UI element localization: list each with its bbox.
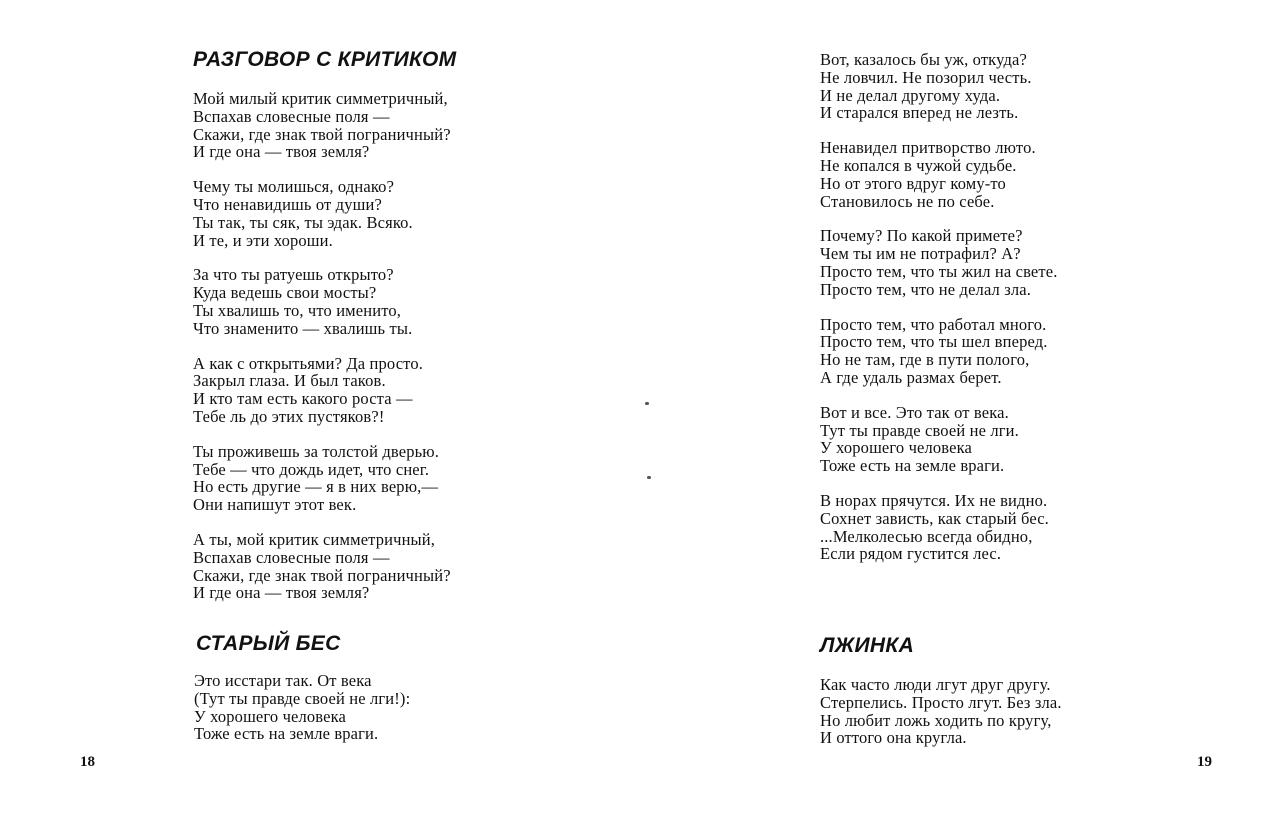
poem-line: Что ненавидишь от души?: [193, 194, 382, 214]
poem-line: Тут ты правде своей не лги.: [820, 420, 1019, 440]
poem-line: А как с открытьями? Да просто.: [193, 353, 423, 373]
poem-line: Стерпелись. Просто лгут. Без зла.: [820, 692, 1062, 712]
poem-line: Вот, казалось бы уж, откуда?: [820, 50, 1027, 69]
poem-line: Ты проживешь за толстой дверью.: [193, 441, 440, 461]
poem-line: (Тут ты правде своей не лги!):: [194, 688, 411, 708]
poem-line: Тоже есть на земле враги.: [820, 456, 1005, 476]
poem-body: [820, 676, 1062, 764]
poem-line: И кто там есть какого роста —: [193, 389, 413, 409]
stanza: [193, 266, 451, 337]
page-number: 18: [80, 754, 95, 770]
poem-line: Они напишут этот век.: [193, 495, 357, 515]
poem-line: Куда ведешь свои мосты?: [193, 283, 377, 303]
poem-line: И не делал другому худа.: [820, 85, 1001, 105]
poem-line: Чему ты молишься, однако?: [193, 177, 395, 197]
poem-line: У хорошего человека: [820, 438, 973, 458]
stanza: [820, 492, 1058, 563]
poem-line: А где удаль размах берет.: [820, 367, 1002, 387]
stanza: [193, 443, 451, 514]
poem-line: Становилось не по себе.: [820, 191, 995, 211]
poem-line: Мой милый критик симметричный,: [193, 89, 448, 108]
poem-line: Закрыл глаза. И был таков.: [193, 371, 386, 391]
poem-line: Скажи, где знак твой пограничный?: [193, 124, 451, 144]
page-number: 19: [1197, 754, 1212, 770]
poem-line: Чем ты им не потрафил? А?: [820, 244, 1021, 264]
poem-line: Просто тем, что ты шел вперед.: [820, 332, 1048, 352]
poem-line: Не копался в чужой судьбе.: [820, 155, 1017, 175]
stanza: [820, 51, 1058, 122]
poem-line: И старался вперед не лезть.: [820, 103, 1019, 123]
poem-line: В норах прячутся. Их не видно.: [820, 490, 1048, 510]
poem-line: За что ты ратуешь открыто?: [193, 265, 394, 285]
stanza: [820, 404, 1058, 475]
poem-line: Но любит ложь ходить по кругу,: [820, 710, 1052, 730]
poem-line: Ненавидел притворство люто.: [820, 138, 1036, 158]
right-page: [640, 0, 1280, 819]
poem-line: Почему? По какой примете?: [820, 226, 1023, 246]
poem-line: ...Мелколесью всегда обидно,: [820, 526, 1033, 546]
poem-line: Но есть другие — я в них верю,—: [193, 477, 439, 497]
poem-line: Но не там, где в пути полого,: [820, 350, 1030, 370]
poem-line: Что знаменито — хвалишь ты.: [193, 318, 413, 338]
poem-line: Просто тем, что ты жил на свете.: [820, 261, 1058, 281]
stanza: [820, 227, 1058, 298]
poem-line: И где она — твоя земля?: [193, 583, 370, 603]
stanza: [820, 316, 1058, 387]
poem-line: Вспахав словесные поля —: [193, 106, 390, 126]
poem-title: ЛЖИНКА: [820, 634, 915, 657]
poem-line: Ты так, ты сяк, ты эдак. Всяко.: [193, 212, 413, 232]
print-speck: [647, 476, 651, 479]
stanza: [193, 90, 451, 161]
poem-line: Сохнет зависть, как старый бес.: [820, 508, 1049, 528]
stanza: [820, 676, 1062, 747]
poem-line: Просто тем, что не делал зла.: [820, 279, 1032, 299]
stanza: [194, 672, 410, 743]
stanza: [193, 531, 451, 602]
poem-line: И те, и эти хороши.: [193, 230, 333, 250]
poem-line: Вспахав словесные поля —: [193, 547, 390, 567]
poem-line: Ты хвалишь то, что именито,: [193, 300, 402, 320]
stanza: [820, 139, 1058, 210]
poem-body: [193, 90, 451, 619]
poem-line: Если рядом густится лес.: [820, 544, 1002, 564]
poem-line: Скажи, где знак твой пограничный?: [193, 565, 451, 585]
poem-line: Тебе — что дождь идет, что снег.: [193, 459, 430, 479]
poem-line: Не ловчил. Не позорил честь.: [820, 67, 1032, 87]
poem-line: И оттого она кругла.: [820, 728, 967, 748]
poem-title: РАЗГОВОР С КРИТИКОМ: [193, 48, 457, 71]
stanza: [193, 355, 451, 426]
poem-line: Но от этого вдруг кому-то: [820, 173, 1006, 193]
poem-line: Вот и все. Это так от века.: [820, 402, 1009, 422]
poem-line: Как часто люди лгут друг другу.: [820, 675, 1051, 694]
poem-line: Тоже есть на земле враги.: [194, 724, 379, 744]
stanza: [193, 178, 451, 249]
poem-line: Это исстари так. От века: [194, 671, 372, 690]
poem-line: Просто тем, что работал много.: [820, 314, 1047, 334]
poem-line: А ты, мой критик симметричный,: [193, 529, 436, 549]
poem-line: Тебе ль до этих пустяков?!: [193, 406, 385, 426]
poem-body: [194, 672, 410, 760]
poem-body: [820, 51, 1058, 580]
poem-line: У хорошего человека: [194, 706, 347, 726]
poem-line: И где она — твоя земля?: [193, 142, 370, 162]
poem-title: СТАРЫЙ БЕС: [196, 632, 341, 655]
